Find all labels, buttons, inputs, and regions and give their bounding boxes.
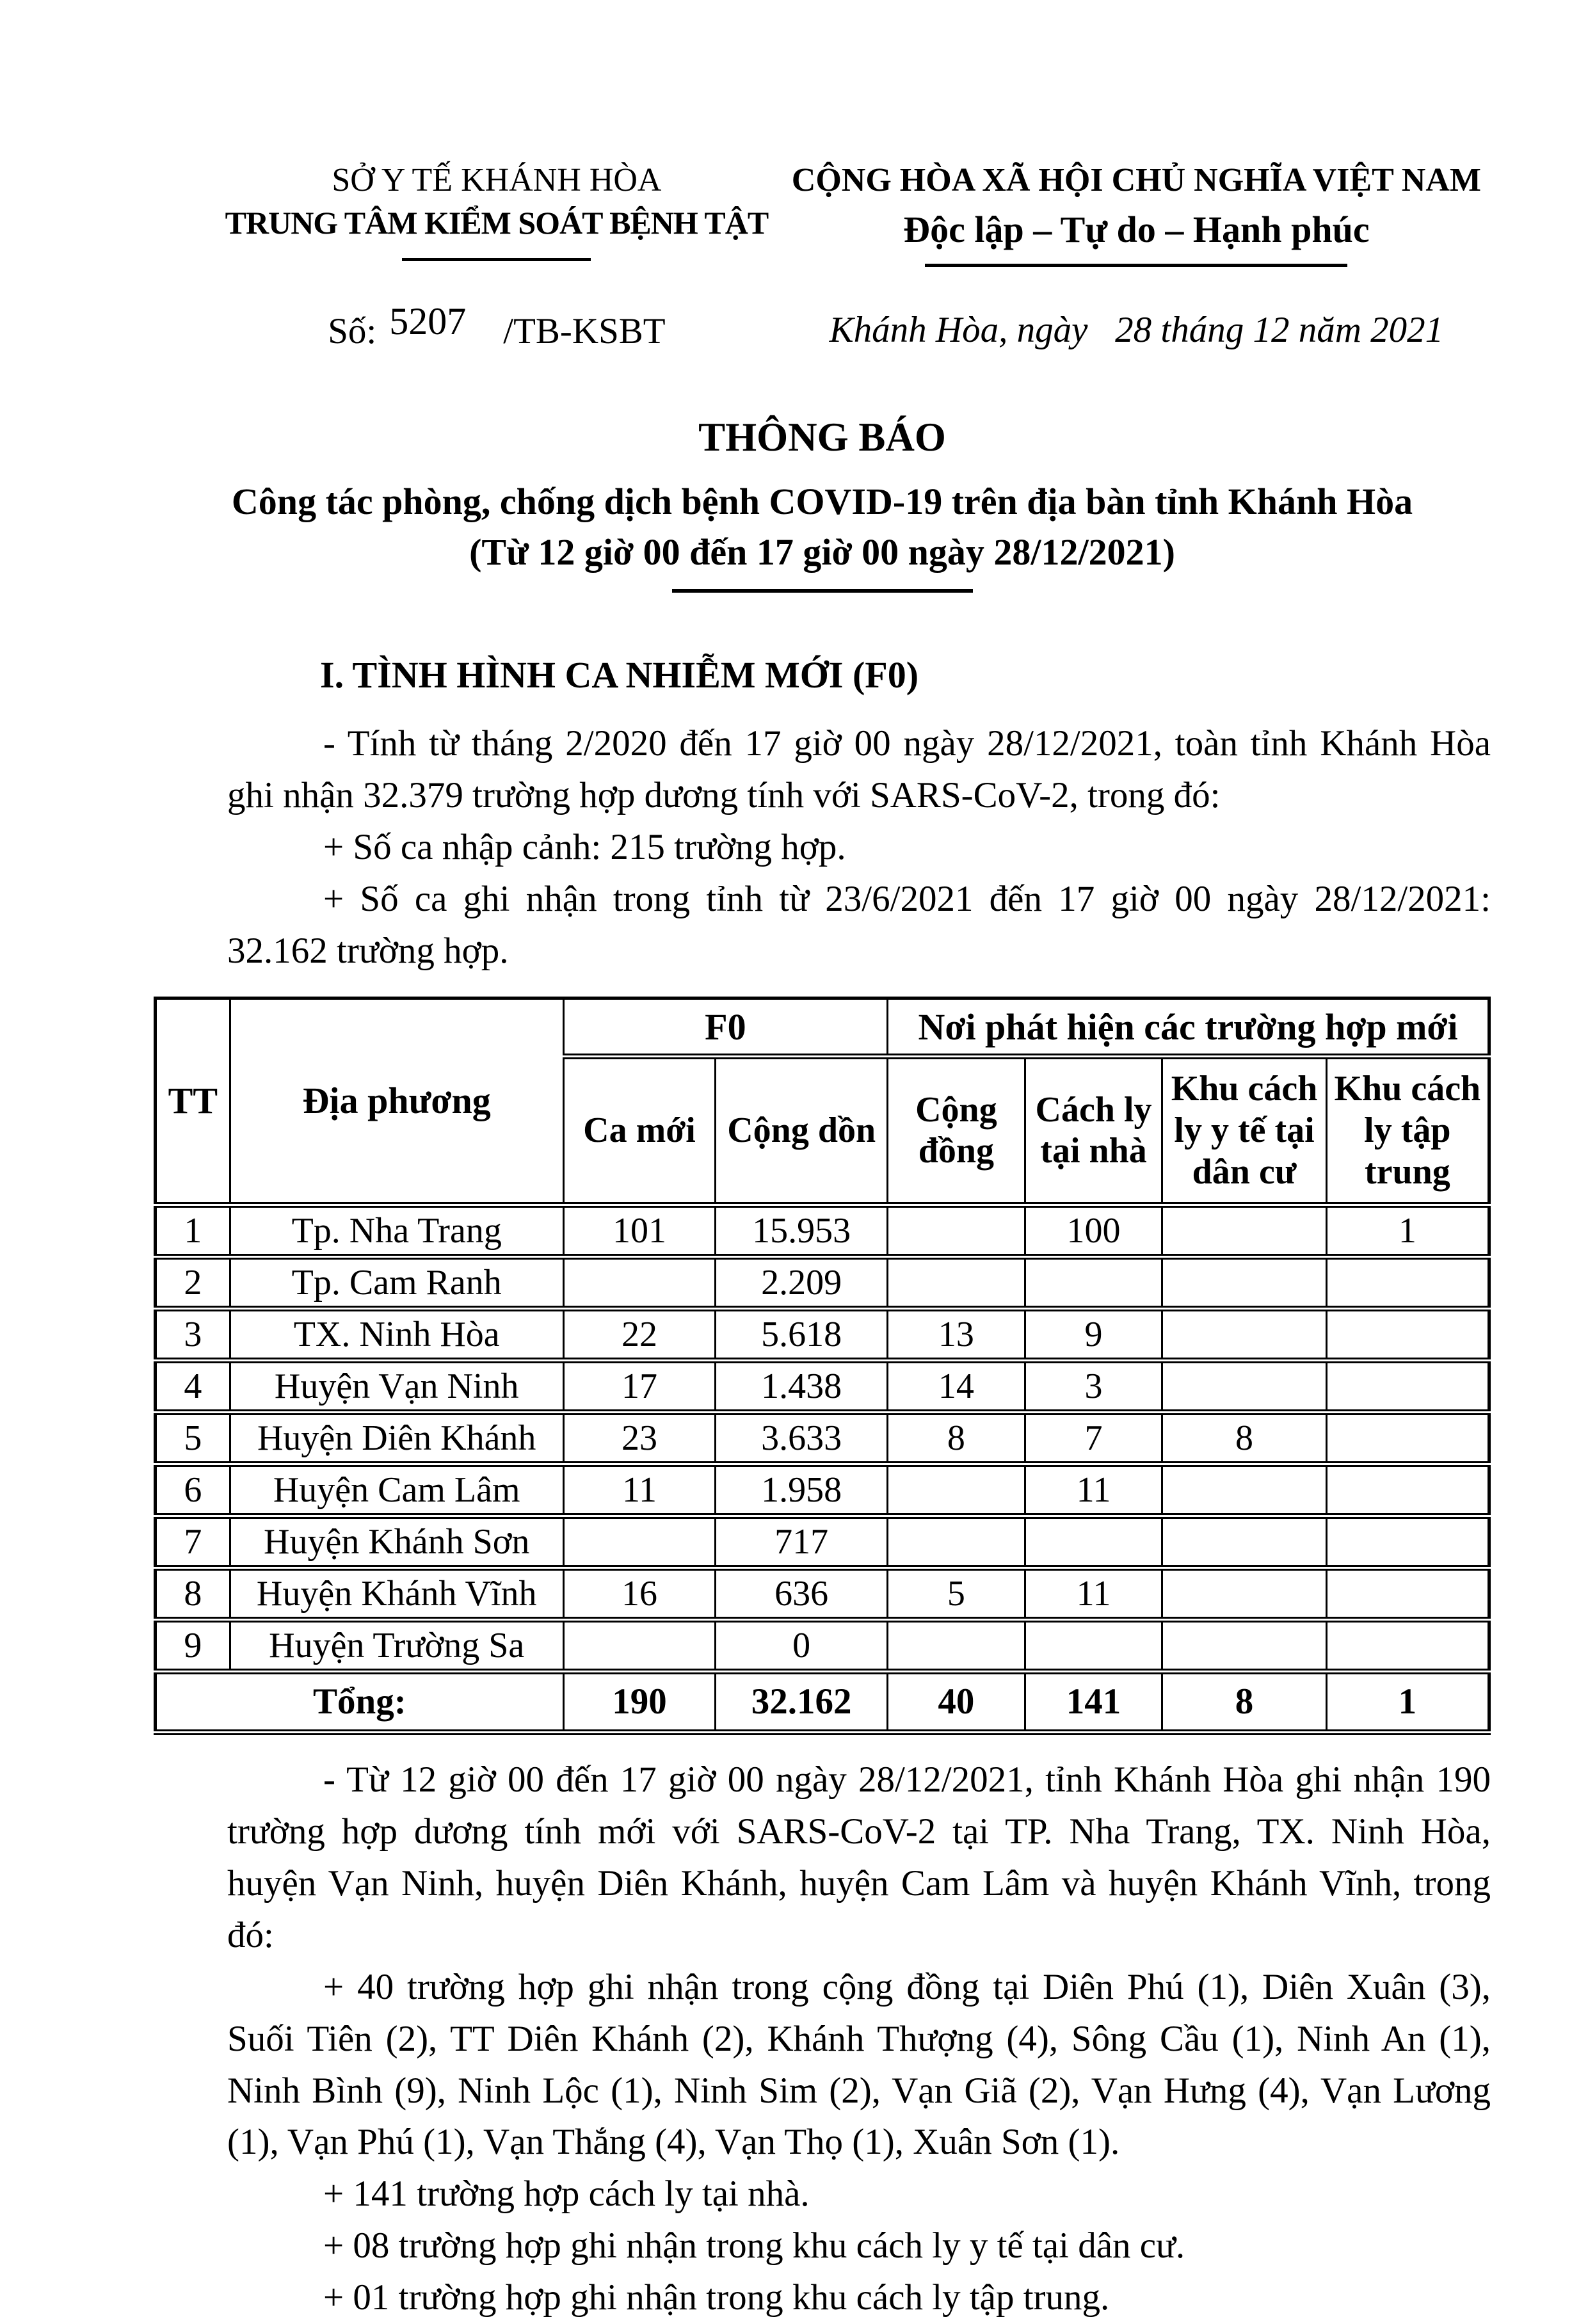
table-cell bbox=[1162, 1516, 1326, 1567]
table-cell: 8 bbox=[1162, 1412, 1326, 1464]
table-cell: 9 bbox=[156, 1619, 230, 1671]
document-number-label: Số: bbox=[328, 311, 377, 351]
title-underline bbox=[672, 589, 973, 593]
table-row bbox=[156, 1516, 1489, 1567]
table-cell bbox=[1326, 1619, 1489, 1671]
table-cell: 100 bbox=[1025, 1205, 1162, 1256]
table-cell bbox=[1326, 1412, 1489, 1464]
national-motto-block bbox=[782, 161, 1491, 353]
paragraph: + Số ca ghi nhận trong tỉnh từ 23/6/2021 đến 17 giờ 00 ngày 28/12/2021: 32.162 trường hợp. bbox=[227, 879, 1491, 972]
table-cell: Huyện Vạn Ninh bbox=[230, 1360, 563, 1412]
table-cell: 3.633 bbox=[716, 1412, 888, 1464]
group-header-noi-phat-hien: Nơi phát hiện các trường hợp mới bbox=[888, 998, 1489, 1057]
table-cell bbox=[1162, 1360, 1326, 1412]
table-cell bbox=[1326, 1464, 1489, 1516]
section-1 bbox=[227, 649, 1491, 977]
national-motto: Độc lập – Tự do – Hạnh phúc bbox=[903, 209, 1370, 250]
table-cell bbox=[888, 1464, 1025, 1516]
table-cell: 11 bbox=[1025, 1464, 1162, 1516]
table-cell: 7 bbox=[1025, 1412, 1162, 1464]
motto-underline bbox=[925, 264, 1347, 267]
table-cell: 8 bbox=[888, 1412, 1025, 1464]
table-cell bbox=[1326, 1516, 1489, 1567]
table-cell: 14 bbox=[888, 1360, 1025, 1412]
table-cell: 22 bbox=[563, 1308, 716, 1360]
table-row bbox=[156, 1567, 1489, 1619]
total-cell: 32.162 bbox=[716, 1671, 888, 1732]
table-cell: 11 bbox=[563, 1464, 716, 1516]
paragraph: + 01 trường hợp ghi nhận trong khu cách ly tập trung. bbox=[323, 2277, 1110, 2318]
table-cell: 8 bbox=[156, 1567, 230, 1619]
table-cell: Huyện Trường Sa bbox=[230, 1619, 563, 1671]
table-cell: 5.618 bbox=[716, 1308, 888, 1360]
paragraph: - Từ 12 giờ 00 đến 17 giờ 00 ngày 28/12/2021, tỉnh Khánh Hòa ghi nhận 190 trường hợp dương tính mới với SARS-CoV-2 tại TP. Nha Trang, TX. Ninh Hòa, huyện Vạn Ninh, huyện Diên Khánh, huyện Cam Lâm và huyện Khánh Vĩnh, trong đó: bbox=[227, 1759, 1491, 1955]
table-cell bbox=[888, 1516, 1025, 1567]
table-cell: 23 bbox=[563, 1412, 716, 1464]
table-cell bbox=[1162, 1464, 1326, 1516]
national-title: CỘNG HÒA XÃ HỘI CHỦ NGHĨA VIỆT NAM bbox=[791, 162, 1481, 198]
table-cell: 15.953 bbox=[716, 1205, 888, 1256]
column-header-khu-cach-ly-tap-trung: Khu cách ly tập trung bbox=[1326, 1057, 1489, 1205]
table-cell: Huyện Cam Lâm bbox=[230, 1464, 563, 1516]
table-cell: 5 bbox=[156, 1412, 230, 1464]
table-total-row bbox=[156, 1671, 1489, 1732]
table-group-header-row bbox=[156, 998, 1489, 1057]
document-subtitle: Công tác phòng, chống dịch bệnh COVID-19 trên địa bàn tỉnh Khánh Hòa bbox=[231, 481, 1413, 522]
total-cell: 1 bbox=[1326, 1671, 1489, 1732]
table-cell: 11 bbox=[1025, 1567, 1162, 1619]
table-cell bbox=[1326, 1308, 1489, 1360]
table-cell: Huyện Khánh Sơn bbox=[230, 1516, 563, 1567]
table-cell: 3 bbox=[1025, 1360, 1162, 1412]
agency-name: TRUNG TÂM KIỂM SOÁT BỆNH TẬT bbox=[225, 205, 769, 241]
table-cell bbox=[1326, 1256, 1489, 1308]
table-cell: 2.209 bbox=[716, 1256, 888, 1308]
table-cell bbox=[1162, 1256, 1326, 1308]
paragraph: + Số ca nhập cảnh: 215 trường hợp. bbox=[323, 827, 846, 868]
paragraph: + 141 trường hợp cách ly tại nhà. bbox=[323, 2174, 810, 2215]
title-block bbox=[154, 414, 1491, 593]
agency-underline bbox=[402, 258, 591, 261]
table-cell bbox=[888, 1619, 1025, 1671]
table-cell: Tp. Nha Trang bbox=[230, 1205, 563, 1256]
table-cell bbox=[563, 1516, 716, 1567]
document-title-period: (Từ 12 giờ 00 đến 17 giờ 00 ngày 28/12/2021) bbox=[469, 531, 1175, 573]
table-cell: 6 bbox=[156, 1464, 230, 1516]
total-label: Tổng: bbox=[156, 1671, 564, 1732]
table-cell: 717 bbox=[716, 1516, 888, 1567]
table-cell: 2 bbox=[156, 1256, 230, 1308]
table-cell bbox=[1326, 1360, 1489, 1412]
place-date-line: Khánh Hòa, ngày 28 tháng 12 năm 2021 bbox=[829, 310, 1444, 350]
section-1-heading: I. TÌNH HÌNH CA NHIỄM MỚI (F0) bbox=[320, 654, 919, 696]
document-number-line bbox=[211, 300, 782, 353]
table-cell bbox=[1326, 1567, 1489, 1619]
document-header bbox=[154, 161, 1491, 353]
group-header-f0: F0 bbox=[563, 998, 887, 1057]
table-cell bbox=[563, 1619, 716, 1671]
column-header-tt: TT bbox=[156, 998, 230, 1205]
table-cell: 636 bbox=[716, 1567, 888, 1619]
table-row bbox=[156, 1205, 1489, 1256]
paragraph: - Tính từ tháng 2/2020 đến 17 giờ 00 ngày 28/12/2021, toàn tỉnh Khánh Hòa ghi nhận 32.379 trường hợp dương tính với SARS-CoV-2, trong đó: bbox=[227, 723, 1491, 816]
table-cell bbox=[1162, 1308, 1326, 1360]
table-cell bbox=[1025, 1256, 1162, 1308]
table-cell: 7 bbox=[156, 1516, 230, 1567]
total-cell: 190 bbox=[563, 1671, 716, 1732]
column-header-cong-dong: Cộng đồng bbox=[888, 1057, 1025, 1205]
parent-agency-name: SỞ Y TẾ KHÁNH HÒA bbox=[332, 162, 662, 198]
table-cell: 1.958 bbox=[716, 1464, 888, 1516]
table-cell: 17 bbox=[563, 1360, 716, 1412]
column-header-dia-phuong: Địa phương bbox=[230, 998, 563, 1205]
column-header-cong-don: Cộng dồn bbox=[716, 1057, 888, 1205]
total-cell: 8 bbox=[1162, 1671, 1326, 1732]
table-cell bbox=[563, 1256, 716, 1308]
table-cell bbox=[1025, 1619, 1162, 1671]
covid-cases-table bbox=[154, 997, 1491, 1735]
issuing-agency-block bbox=[154, 161, 782, 353]
total-cell: 40 bbox=[888, 1671, 1025, 1732]
document-number-suffix: /TB-KSBT bbox=[503, 311, 666, 351]
section-1-continued bbox=[227, 1754, 1491, 2324]
table-cell: 4 bbox=[156, 1360, 230, 1412]
table-row bbox=[156, 1412, 1489, 1464]
table-cell: 1 bbox=[156, 1205, 230, 1256]
table-cell bbox=[1162, 1205, 1326, 1256]
column-header-ca-moi: Ca mới bbox=[563, 1057, 716, 1205]
table-cell: 13 bbox=[888, 1308, 1025, 1360]
table-cell bbox=[888, 1205, 1025, 1256]
table-cell: Huyện Diên Khánh bbox=[230, 1412, 563, 1464]
column-header-khu-cach-ly-y-te: Khu cách ly y tế tại dân cư bbox=[1162, 1057, 1326, 1205]
table-cell: TX. Ninh Hòa bbox=[230, 1308, 563, 1360]
table-cell: 16 bbox=[563, 1567, 716, 1619]
table-cell: 1.438 bbox=[716, 1360, 888, 1412]
table-cell bbox=[1025, 1516, 1162, 1567]
table-cell: Tp. Cam Ranh bbox=[230, 1256, 563, 1308]
table-row bbox=[156, 1360, 1489, 1412]
table-cell: 9 bbox=[1025, 1308, 1162, 1360]
table-cell bbox=[1162, 1567, 1326, 1619]
document-number-value: 5207 bbox=[389, 300, 467, 342]
total-cell: 141 bbox=[1025, 1671, 1162, 1732]
table-cell: 101 bbox=[563, 1205, 716, 1256]
table-cell: Huyện Khánh Vĩnh bbox=[230, 1567, 563, 1619]
table-cell: 1 bbox=[1326, 1205, 1489, 1256]
paragraph: + 40 trường hợp ghi nhận trong cộng đồng tại Diên Phú (1), Diên Xuân (3), Suối Tiên (2), TT Diên Khánh (2), Khánh Thượng (4), Sông Cầu (1), Ninh An (1), Ninh Bình (9), Ninh Lộc (1), Ninh Sim (2), Vạn Giã (2), Vạn Hưng (4), Vạn Lương (1), Vạn Phú (1), Vạn Thắng (4), Vạn Thọ (1), Xuân Sơn (1). bbox=[227, 1966, 1491, 2163]
table-cell: 5 bbox=[888, 1567, 1025, 1619]
table-cell: 0 bbox=[716, 1619, 888, 1671]
table-row bbox=[156, 1308, 1489, 1360]
table-cell: 3 bbox=[156, 1308, 230, 1360]
column-header-cach-ly-tai-nha: Cách ly tại nhà bbox=[1025, 1057, 1162, 1205]
table-row bbox=[156, 1256, 1489, 1308]
table-cell bbox=[1162, 1619, 1326, 1671]
document-title: THÔNG BÁO bbox=[698, 415, 946, 460]
table-cell bbox=[888, 1256, 1025, 1308]
table-row bbox=[156, 1619, 1489, 1671]
paragraph: + 08 trường hợp ghi nhận trong khu cách ly y tế tại dân cư. bbox=[323, 2225, 1185, 2266]
table-row bbox=[156, 1464, 1489, 1516]
